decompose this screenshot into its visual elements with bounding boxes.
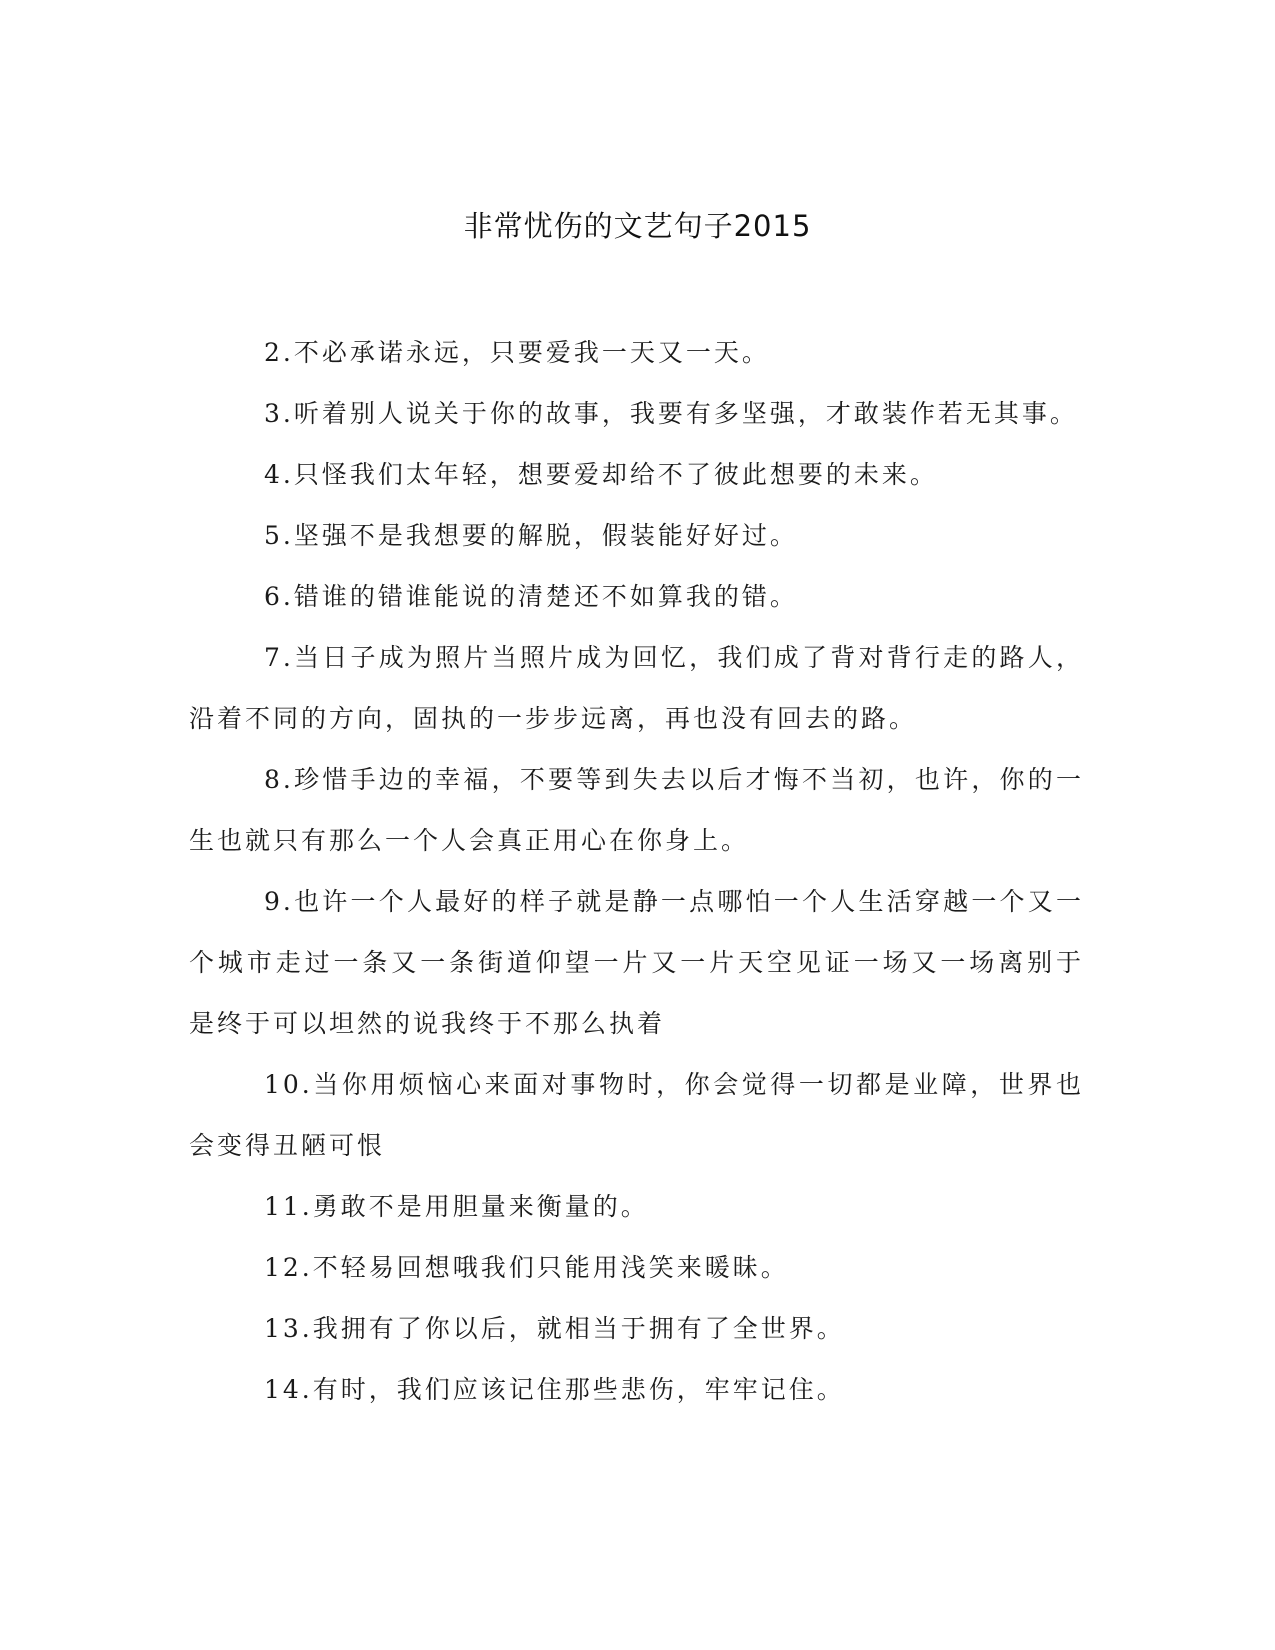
paragraph: 10.当你用烦恼心来面对事物时，你会觉得一切都是业障，世界也会变得丑陋可恨: [189, 1070, 1084, 1160]
paragraph: 13.我拥有了你以后，就相当于拥有了全世界。: [264, 1314, 845, 1343]
document-title: 非常忧伤的文艺句子2015: [463, 209, 812, 243]
paragraph: 11.勇敢不是用胆量来衡量的。: [264, 1192, 649, 1221]
paragraph: 7.当日子成为照片当照片成为回忆，我们成了背对背行走的路人，沿着不同的方向，固执的一步步远离，再也没有回去的路。: [189, 643, 1084, 733]
paragraph: 3.听着别人说关于你的故事，我要有多坚强，才敢装作若无其事。: [264, 399, 1078, 428]
paragraph: 14.有时，我们应该记住那些悲伤，牢牢记住。: [264, 1375, 845, 1404]
paragraph: 5.坚强不是我想要的解脱，假装能好好过。: [264, 521, 798, 550]
document-body: [189, 322, 1084, 1420]
paragraph: 6.错谁的错谁能说的清楚还不如算我的错。: [264, 582, 798, 611]
paragraph: 4.只怪我们太年轻，想要爱却给不了彼此想要的未来。: [264, 460, 938, 489]
paragraph: 12.不轻易回想哦我们只能用浅笑来暖昧。: [264, 1253, 789, 1282]
paragraph: 9.也许一个人最好的样子就是静一点哪怕一个人生活穿越一个又一个城市走过一条又一条街道仰望一片又一片天空见证一场又一场离别于是终于可以坦然的说我终于不那么执着: [189, 887, 1084, 1038]
paragraph: 8.珍惜手边的幸福，不要等到失去以后才悔不当初，也许，你的一生也就只有那么一个人会真正用心在你身上。: [189, 765, 1084, 855]
paragraph: 2.不必承诺永远，只要爱我一天又一天。: [264, 338, 770, 367]
